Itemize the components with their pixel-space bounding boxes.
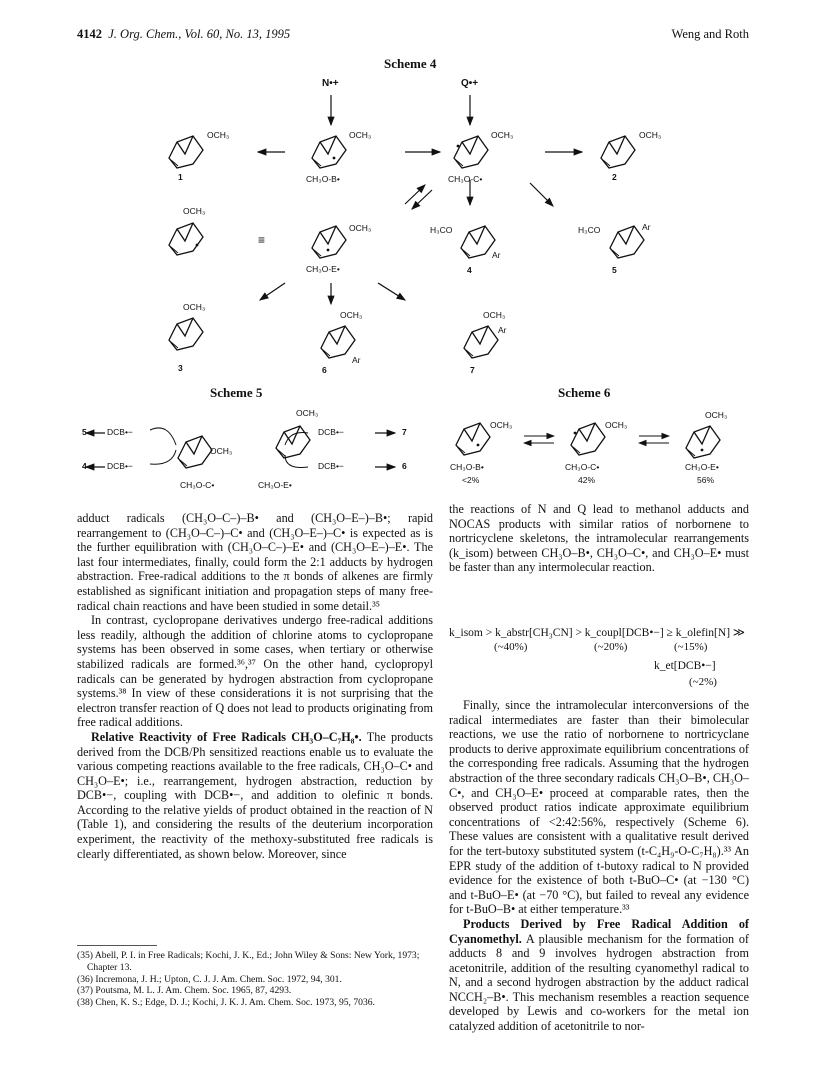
- footnote-rule: [77, 945, 157, 946]
- scheme5-title: Scheme 5: [210, 385, 263, 400]
- n-radical-cation-label: N•+: [322, 78, 339, 89]
- footnote-37: (37) Poutsma, M. L. J. Am. Chem. Soc. 1965, 87, 4293.: [77, 985, 292, 997]
- structure-1: [163, 128, 213, 174]
- structure-e-alt: [163, 215, 213, 261]
- structure-6-ar: Ar: [352, 355, 361, 365]
- structure-5-h3co: H₃CO: [578, 225, 601, 235]
- structure-6-och3: OCH₃: [340, 310, 363, 320]
- equivalence-sign: ≡: [258, 233, 266, 247]
- scheme6-c-och3: OCH₃: [605, 420, 628, 430]
- structure-5-ar: Ar: [642, 222, 651, 232]
- right-paragraph-1: the reactions of N and Q lead to methanol adducts and NOCAS products with similar ratios of norbornene to nortricyclene skeletons, the intramolecular rearrangements (k_isom) between CH₃O–B•, CH₃O–C•, and CH₃O–E• must be faster than any intermolecular reaction.: [449, 502, 749, 575]
- compound-5-number: 5: [612, 265, 617, 275]
- left-paragraph-1: adduct radicals (CH₃O–C–)–B• and (CH₃O–E–)–B•; rapid rearrangement to (CH₃O–C–)–C• and (CH₃O–E–)–C• is expected as is the further equilibration with (CH₃O–C–)–E• and (CH₃O–E–)–E•. The last four intermediates, finally, could form the 2:1 adducts by hydrogen abstraction. Free-radical additions to the π bonds of alkenes are firmly established as significant initiation and propagation steps of many free-radical chain reactions and have been studied in some detail.³⁵: [77, 511, 433, 613]
- structure-e-alt-och3: OCH₃: [183, 206, 206, 216]
- scheme5-arrows: [80, 400, 420, 500]
- percent-olefin: (~15%): [674, 641, 708, 653]
- compound-7-number: 7: [470, 365, 475, 375]
- scheme5-c-och3: OCH₃: [210, 446, 233, 456]
- scheme5-product-5: 5: [82, 427, 87, 437]
- footnotes: [77, 950, 433, 1009]
- scheme5-structure-e: [270, 418, 320, 464]
- scheme5-c-label: CH₃O-C•: [180, 480, 215, 490]
- structure-b-och3: OCH₃: [349, 130, 372, 140]
- page-number: 4142: [77, 27, 102, 41]
- scheme6-e-label: CH₃O-E•: [685, 462, 719, 472]
- structure-4-ar: Ar: [492, 250, 501, 260]
- left-column: [77, 511, 433, 861]
- rate-inequality-line1: k_isom > k_abstr[CH₃CN] > k_coupl[DCB•−] ≥ k_olefin[N] ≫: [449, 627, 745, 639]
- right-column: [449, 502, 749, 575]
- structure-1-och3: OCH₃: [207, 130, 230, 140]
- scheme5-dcb-1: DCB•−: [107, 427, 133, 437]
- right-paragraph-3: A plausible mechanism for the formation of adducts 8 and 9 involves hydrogen abstraction from acetonitrile, addition of the resulting cyanomethyl radical to N, and a second hydrogen abstraction by the adduct radical NCCH₂–B•. This mechanism resembles a reaction sequence developed by Lewis and co-workers for the metal ion catalyzed addition of acetonitrile to nor-: [449, 931, 749, 1034]
- right-paragraph-2: Finally, since the intramolecular interconversions of the radical intermediates are faster than their bimolecular reactions, we use the ratio of norbornene to nortricyclane products to derive approximate equilibrium concentrations of the corresponding free radicals. Assuming that the hydrogen abstraction of the three secondary radicals CH₃O–B•, CH₃O–C•, and CH₃O–E• proceed at comparable rates, then the observed product ratios indicate approximate equilibrium concentrations of <2:42:56%, respectively (Scheme 6). These values are consistent with a qualitative result derived for the tert-butoxy substituted system (t-C₄H₉-O-C₇H₈).³³ An EPR study of the addition of t-butoxy radical to N provided evidence for the existence of both t-BuO–C• (at −130 °C) and t-BuO–E• (at −70 °C), but failed to reveal any evidence for t-BuO–B• at either temperature.³³: [449, 698, 749, 917]
- right-column-lower: [449, 698, 749, 1034]
- structure-3-och3: OCH₃: [183, 302, 206, 312]
- structure-4-h3co: H₃CO: [430, 225, 453, 235]
- scheme4-title: Scheme 4: [384, 56, 437, 71]
- rate-inequality-line2: k_et[DCB•−]: [654, 660, 716, 672]
- scheme5-product-7: 7: [402, 427, 407, 437]
- structure-3: [163, 310, 213, 356]
- structure-2: [595, 128, 645, 174]
- structure-e-och3: OCH₃: [349, 223, 372, 233]
- scheme6-b-och3: OCH₃: [490, 420, 513, 430]
- q-radical-cation-label: Q•+: [461, 78, 479, 89]
- structure-7-och3: OCH₃: [483, 310, 506, 320]
- rate-inequality-2: [449, 660, 749, 702]
- scheme5-dcb-2: DCB•−: [107, 461, 133, 471]
- compound-4-number: 4: [467, 265, 472, 275]
- scheme6-e-och3: OCH₃: [705, 410, 728, 420]
- scheme5-dcb-3: DCB•−: [318, 427, 344, 437]
- scheme5-e-och3: OCH₃: [296, 408, 319, 418]
- scheme5-e-label: CH₃O-E•: [258, 480, 292, 490]
- scheme6-structure-e: [680, 418, 730, 464]
- scheme6-b-percent: <2%: [462, 475, 480, 485]
- section-heading-relative-reactivity: Relative Reactivity of Free Radicals CH₃O–C₇H₈•.: [91, 729, 362, 744]
- scheme6-e-percent: 56%: [697, 475, 715, 485]
- percent-coupling: (~20%): [594, 641, 628, 653]
- journal-citation: J. Org. Chem., Vol. 60, No. 13, 1995: [108, 27, 291, 41]
- ch3o-c-label: CH₃O-C•: [448, 174, 483, 184]
- percent-abstraction: (~40%): [494, 641, 528, 653]
- structure-c-och3: OCH₃: [491, 130, 514, 140]
- ch3o-b-label: CH₃O-B•: [306, 174, 340, 184]
- footnote-38: (38) Chen, K. S.; Edge, D. J.; Kochi, J. K. J. Am. Chem. Soc. 1973, 95, 7036.: [77, 997, 375, 1009]
- compound-2-number: 2: [612, 172, 617, 182]
- scheme6-equilibrium-2: [635, 430, 675, 450]
- scheme6-c-percent: 42%: [578, 475, 596, 485]
- scheme5-product-4: 4: [82, 461, 87, 471]
- compound-6-number: 6: [322, 365, 327, 375]
- compound-1-number: 1: [178, 172, 183, 182]
- left-paragraph-2: In contrast, cyclopropane derivatives undergo free-radical additions less readily, although the addition of chlorine atoms to cyclopropane systems has been observed in some cases, when tertiary or otherwise stabilized radicals are formed.³⁶,³⁷ On the other hand, cyclopropyl radicals can be generated by hydrogen abstraction from cyclopropane systems.³⁸ In view of these considerations it is not surprising that the electron transfer reaction of Q does not lead to products originating from free radical additions.: [77, 613, 433, 730]
- structure-2-och3: OCH₃: [639, 130, 662, 140]
- scheme6-b-label: CH₃O-B•: [450, 462, 484, 472]
- footnote-36: (36) Incremona, J. H.; Upton, C. J. J. Am. Chem. Soc. 1972, 94, 301.: [77, 973, 342, 985]
- running-header-authors: Weng and Roth: [671, 27, 749, 41]
- scheme5-product-6: 6: [402, 461, 407, 471]
- ch3o-e-label: CH₃O-E•: [306, 264, 340, 274]
- left-paragraph-3: The products derived from the DCB/Ph sensitized reactions enable us to evaluate the various competing reactions available to the free radicals, CH₃O–C• and CH₃O–E•; i.e., rearrangement, hydrogen abstraction, reduction by DCB•−, coupling with DCB•−, and addition to olefinic π bonds. According to the relative yields of product obtained in the reaction of N (Table 1), and considering the results of the deuterium incorporation experiment, the reactivity of the methoxy-substituted free radicals is clearly differentiated, as shown below. Moreover, since: [77, 729, 434, 861]
- scheme6-c-label: CH₃O-C•: [565, 462, 600, 472]
- scheme5-dcb-4: DCB•−: [318, 461, 344, 471]
- scheme6-equilibrium-1: [520, 430, 560, 450]
- structure-7-ar: Ar: [498, 325, 507, 335]
- scheme6-title: Scheme 6: [558, 385, 611, 400]
- compound-3-number: 3: [178, 363, 183, 373]
- section-heading-cyanomethyl: Products Derived by Free Radical Addition of Cyanomethyl.: [449, 916, 749, 946]
- footnote-35: (35) Abell, P. I. in Free Radicals; Kochi, J. K., Ed.; John Wiley & Sons: New York, 1973; Chapter 13.: [77, 950, 420, 973]
- percent-electron-transfer: (~2%): [689, 676, 717, 688]
